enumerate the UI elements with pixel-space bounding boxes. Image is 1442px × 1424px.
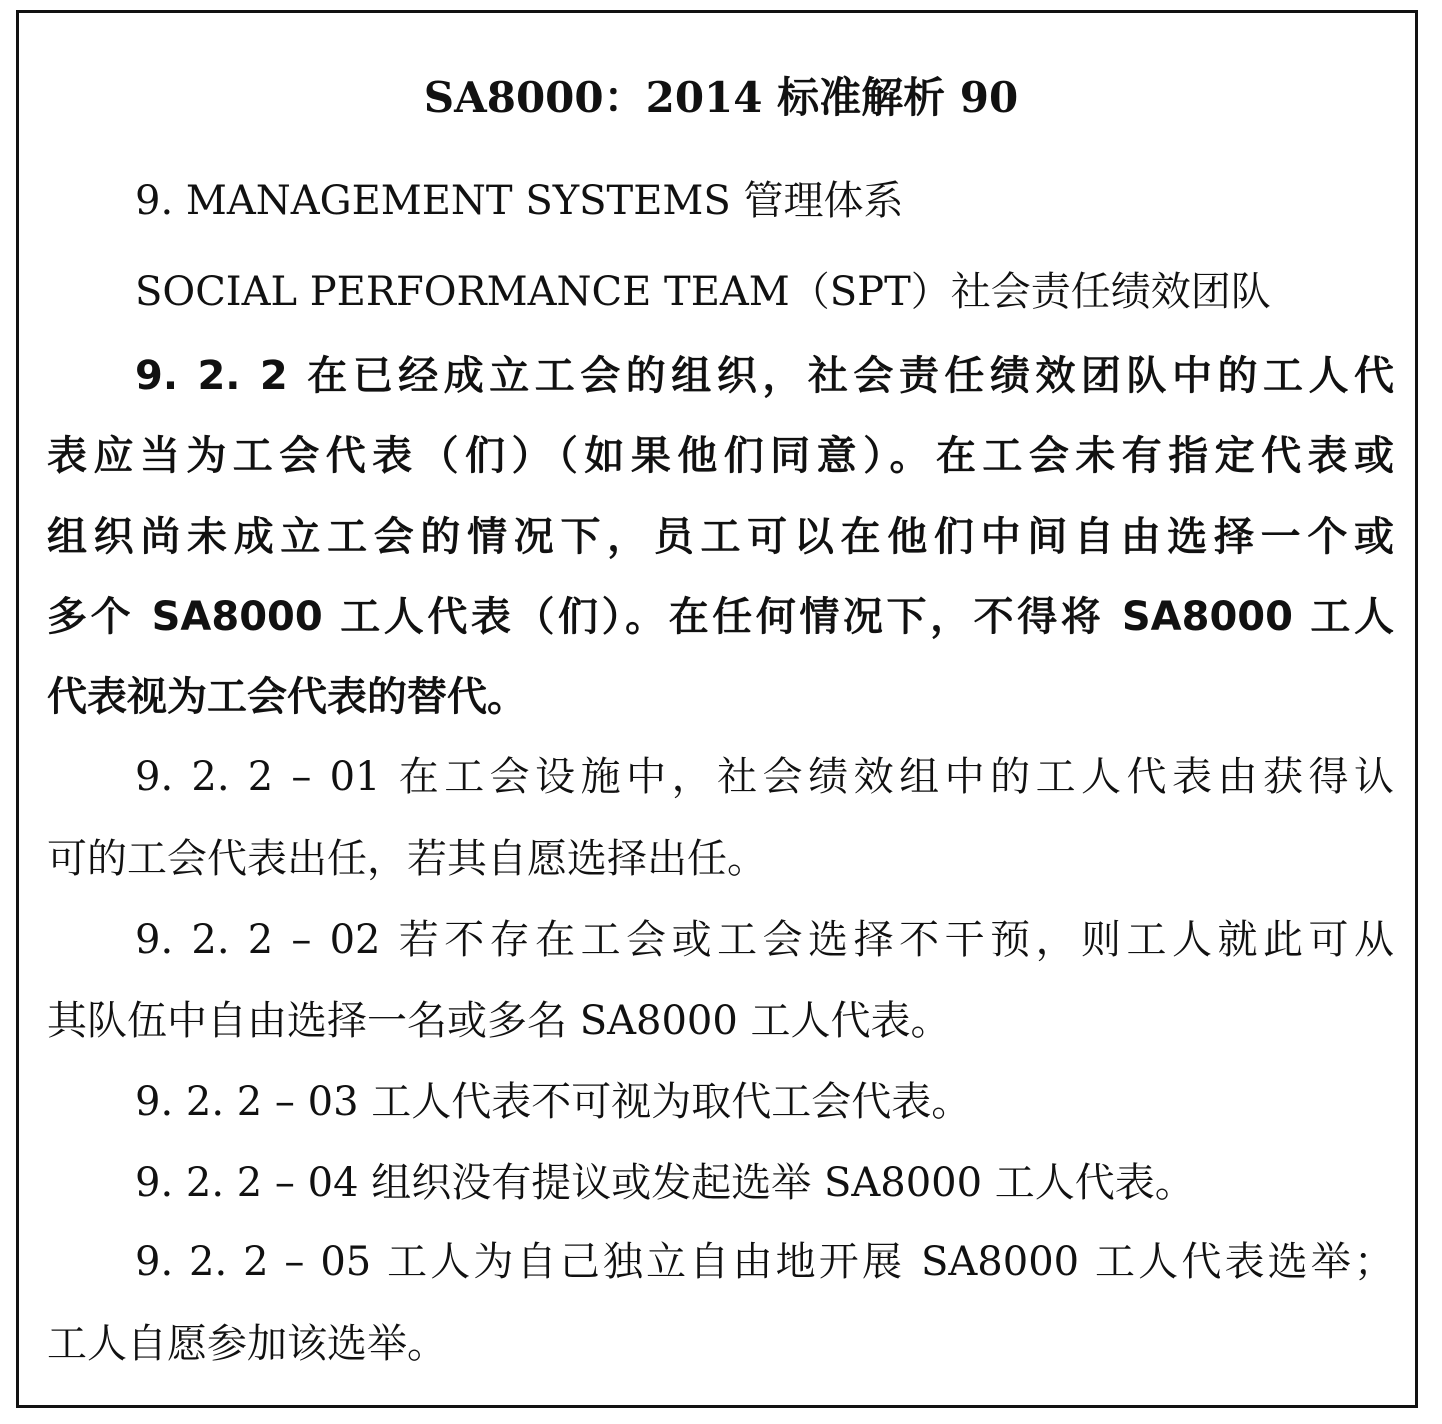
document-title: SA8000：2014 标准解析 90 xyxy=(423,73,1019,122)
clause-line: 组织尚未成立工会的情况下，员工可以在他们中间自由选择一个或 xyxy=(47,514,1394,560)
item-line: 9. 2. 2 – 05 工人为自己独立自由地开展 SA8000 工人代表选举； xyxy=(135,1239,1394,1285)
section-heading: 9. MANAGEMENT SYSTEMS 管理体系 xyxy=(135,178,904,224)
item-line: 9. 2. 2 – 04 组织没有提议或发起选举 SA8000 工人代表。 xyxy=(135,1160,1195,1206)
item-line: 工人自愿参加该选举。 xyxy=(47,1321,447,1367)
item-line: 9. 2. 2 – 03 工人代表不可视为取代工会代表。 xyxy=(135,1079,972,1125)
item-line: 9. 2. 2 – 01 在工会设施中，社会绩效组中的工人代表由获得认 xyxy=(135,754,1394,800)
item-line: 其队伍中自由选择一名或多名 SA8000 工人代表。 xyxy=(47,998,951,1044)
item-line: 9. 2. 2 – 02 若不存在工会或工会选择不干预，则工人就此可从 xyxy=(135,917,1394,963)
clause-line: 表应当为工会代表（们）（如果他们同意）。在工会未有指定代表或 xyxy=(47,433,1394,479)
clause-line: 多个 SA8000 工人代表（们）。在任何情况下，不得将 SA8000 工人 xyxy=(47,594,1394,640)
clause-line: 代表视为工会代表的替代。 xyxy=(47,674,527,720)
clause-line: 9. 2. 2 在已经成立工会的组织，社会责任绩效团队中的工人代 xyxy=(135,353,1394,399)
item-line: 可的工会代表出任，若其自愿选择出任。 xyxy=(47,836,767,882)
subsection-heading: SOCIAL PERFORMANCE TEAM（SPT）社会责任绩效团队 xyxy=(135,269,1271,315)
